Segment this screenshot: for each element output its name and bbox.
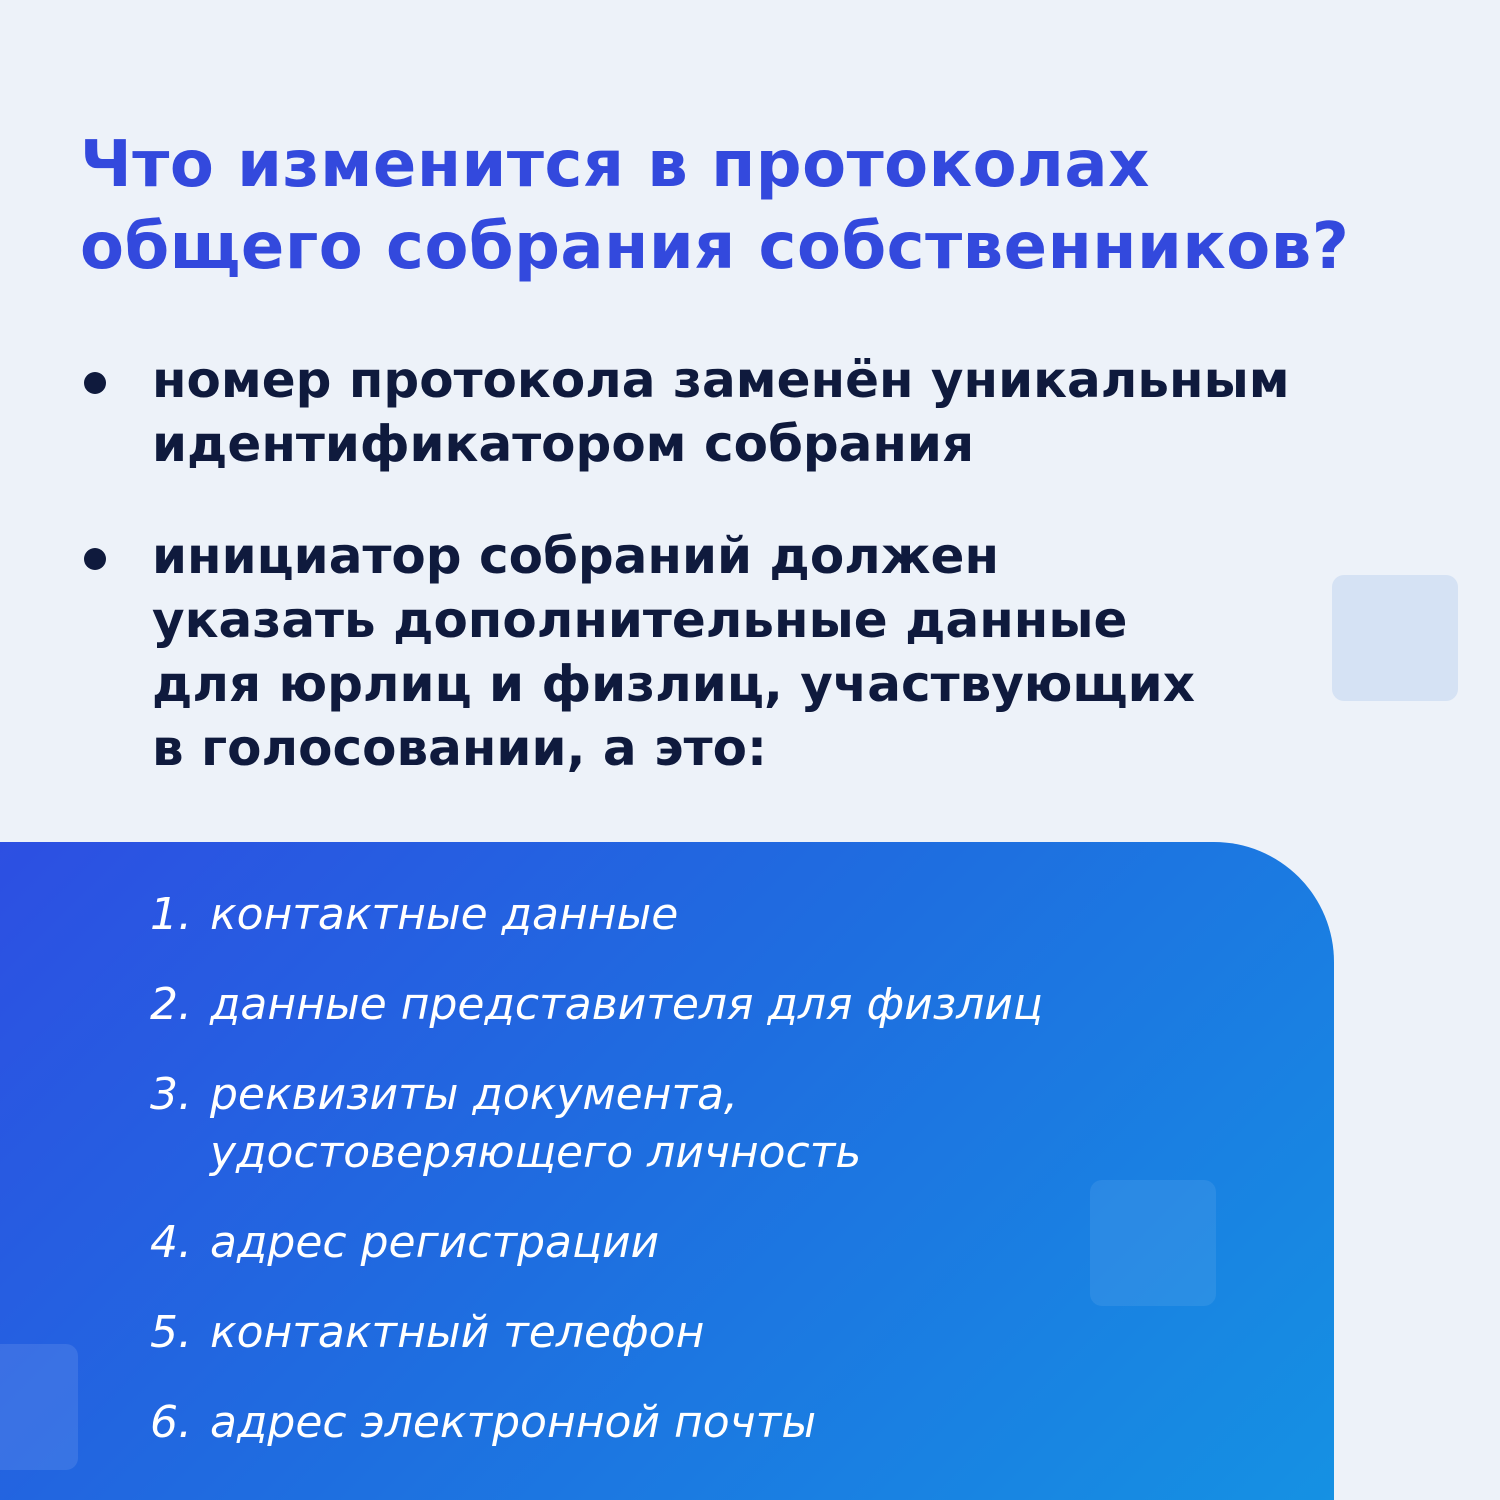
bullet-text-line: номер протокола заменён уникальным [152,351,1290,409]
list-item [150,1394,1043,1452]
list-item-text: адрес регистрации [210,1217,660,1268]
bullet-item [80,524,1380,780]
bullet-item [80,348,1380,476]
bullet-dot-icon [84,372,106,394]
bullet-dot-icon [84,548,106,570]
list-item-text: реквизиты документа, [210,1069,739,1120]
list-item-number: 2. [150,979,192,1030]
list-item [150,976,1043,1034]
bullet-text-line: для юрлиц и физлиц, участвующих [152,655,1195,713]
bullet-list [80,348,1380,828]
page-title [80,124,1460,288]
list-item [150,1066,1043,1182]
requirements-list [150,886,1043,1484]
bullet-text-line: инициатор собраний должен [152,527,999,585]
list-item [150,1304,1043,1362]
title-line: Что изменится в протоколах [80,128,1150,202]
decorative-square [0,1344,78,1470]
list-item-text: контактные данные [210,889,679,940]
list-item-number: 1. [150,889,192,940]
bullet-text-line: в голосовании, а это: [152,719,767,777]
decorative-square [1090,1180,1216,1306]
title-line: общего собрания собственников? [80,210,1350,284]
decorative-square [1332,575,1458,701]
list-item [150,1214,1043,1272]
bullet-text-line: идентификатором собрания [152,415,975,473]
list-item-text: контактный телефон [210,1307,705,1358]
list-item-text: удостоверяющего личность [210,1127,862,1178]
list-item-text: данные представителя для физлиц [210,979,1043,1030]
list-item-number: 3. [150,1069,192,1120]
list-item [150,886,1043,944]
list-item-text: адрес электронной почты [210,1397,817,1448]
bullet-text-line: указать дополнительные данные [152,591,1128,649]
list-item-number: 4. [150,1217,192,1268]
requirements-panel [0,842,1334,1500]
list-item-number: 6. [150,1397,192,1448]
list-item-number: 5. [150,1307,192,1358]
